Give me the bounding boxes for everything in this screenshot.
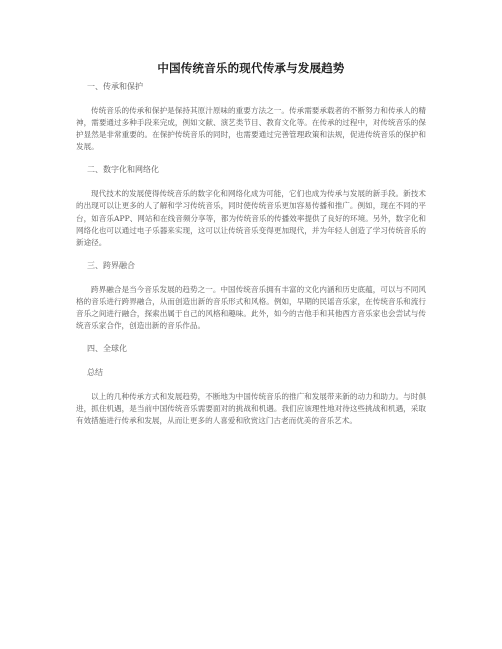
section-paragraph-crossover: 跨界融合是当今音乐发展的趋势之一。中国传统音乐拥有丰富的文化内涵和历史底蕴，可以与不同风格的音乐进行跨界融合，从而创造出新的音乐形式和风格。例如，早期的民谣音乐家，在传统音乐和流行音乐之间进行融合，探索出属于自己的风格和趣味。此外，如今的吉他手和其他西方音乐家也会尝试与传统音乐家合作，创造出新的音乐作品。	[76, 284, 426, 331]
section-heading-globalization: 四、全球化	[87, 344, 127, 354]
section-heading-summary: 总结	[87, 368, 103, 378]
section-heading-digitalization: 二、数字化和网络化	[87, 165, 159, 175]
document-body	[76, 81, 426, 439]
section-paragraph-inheritance: 传统音乐的传承和保护是保持其原汁原味的重要方法之一。传承需要承载者的不断努力和传承人的精神，需要通过多种手段来完成，例如文献、演艺类节目、教育文化等。在传承的过程中，对传统音乐的保护显然是非常重要的。在保护传统音乐的同时，也需要通过完善管理政策和法规，促进传统音乐的保护和发展。	[76, 106, 426, 152]
section-heading-inheritance: 一、传承和保护	[87, 82, 143, 91]
section-heading-crossover: 三、跨界融合	[87, 260, 135, 270]
document-title: 中国传统音乐的现代传承与发展趋势	[157, 61, 345, 75]
section-paragraph-summary: 以上的几种传承方式和发展趋势，不断地为中国传统音乐的推广和发展带来新的动力和助力。与时俱进，抓住机遇，是当前中国传统音乐需要面对的挑战和机遇。我们应该理性地对待这些挑战和机遇，采取有效措施进行传承和发展，从而让更多的人喜爱和欣赏这门古老而优美的音乐艺术。	[76, 392, 426, 426]
section-paragraph-digitalization: 现代技术的发展使得传统音乐的数字化和网络化成为可能，它们也成为传承与发展的新手段。新技术的出现可以让更多的人了解和学习传统音乐，同时使传统音乐更加容易传播和推广。例如，现在不同的平台，如音乐APP、网站和在线音频分享等，都为传统音乐的传播效率提供了良好的环境。另外，数字化和网络化也可以通过电子乐器来实现，这可以让传统音乐变得更加现代，并为年轻人创造了学习传统音乐的新途径。	[76, 189, 426, 247]
